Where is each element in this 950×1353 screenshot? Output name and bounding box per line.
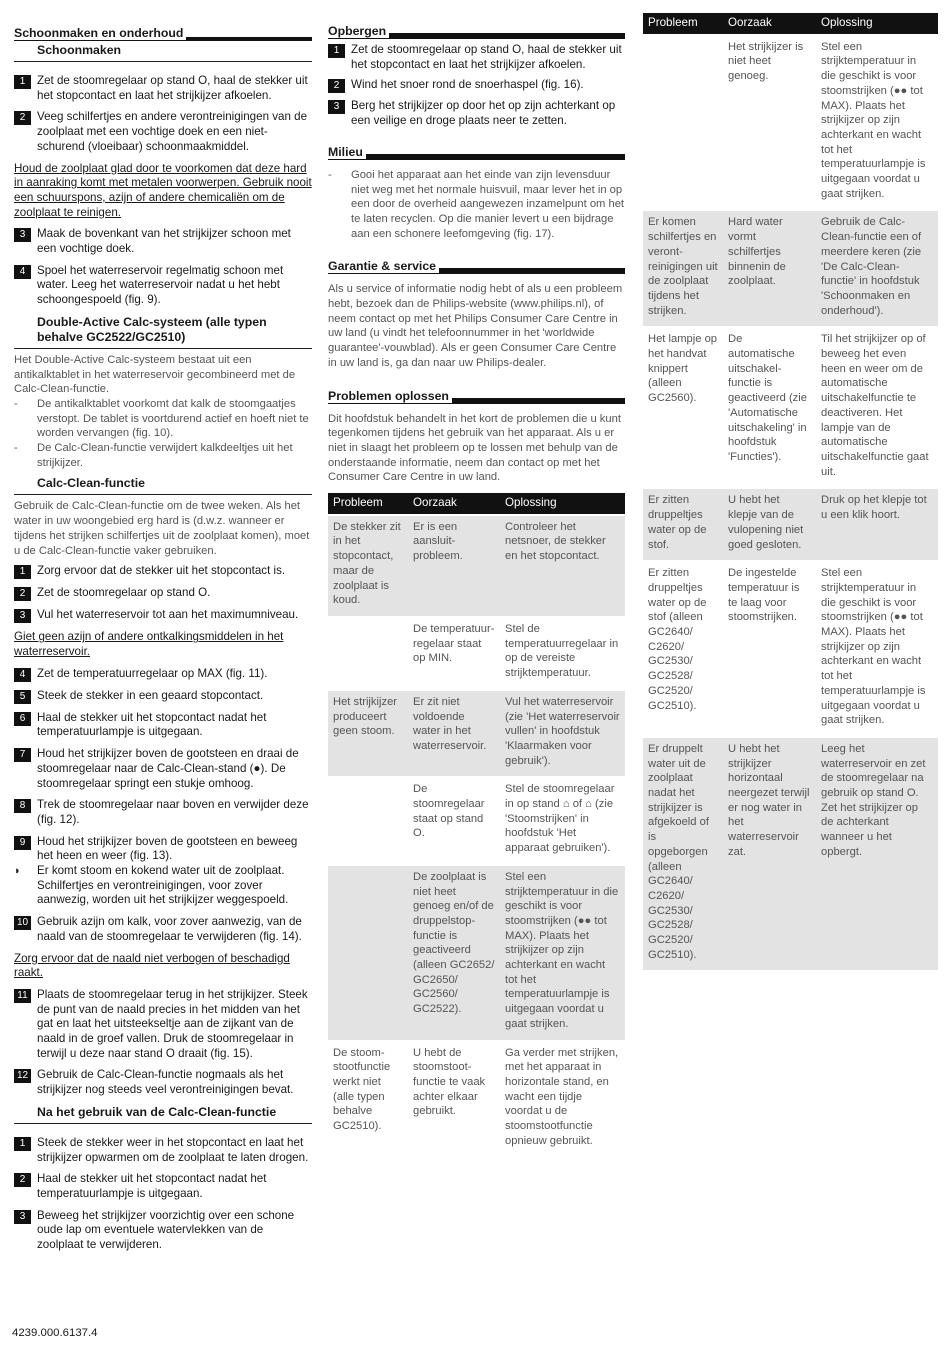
calc-step-4	[14, 667, 312, 682]
cell-cause: De stoomregelaar staat op stand O.	[408, 777, 500, 865]
table-row	[328, 777, 625, 865]
section-title-text: Schoonmaken en onderhoud	[14, 26, 186, 40]
step-text: Veeg schilfertjes en andere verontreinigingen van de zoolplaat met een vochtige doek en een niet-schurend (vloeibaar) schoonmaakmiddel.	[37, 110, 308, 153]
step-2	[14, 110, 312, 154]
cell-solution: Leeg het waterreservoir en zet de stoomregelaar na gebruik op stand O. Zet het strijkijzer op de achterkant wanneer u het opbergt.	[816, 737, 938, 971]
table-row	[643, 737, 938, 971]
cell-solution: Til het strijkijzer op of beweeg het even heen en weer om de automatische uitschakelfunctie te deactiveren. Het lampje van de automatische uitschakelfunctie gaat uit.	[816, 327, 938, 488]
cell-cause: U hebt het klepje van de vulopening niet goed gesloten.	[723, 488, 816, 561]
paragraph-guarantee: Als u service of informatie nodig hebt of als u een probleem hebt, bezoek dan de Philips-website (www.philips.nl), of neem contact op met het Philips Consumer Care Centre in uw land (u vindt het telefoonnummer in het 'worldwide guarantee'-vouwblad). Als er geen Consumer Care Centre in uw land is, ga dan naar uw Philips-dealer.	[328, 283, 623, 369]
dash-text: De Calc-Clean-functie verwijdert kalkdeeltjes uit het strijkijzer.	[37, 442, 293, 469]
calc-step-3	[14, 608, 312, 623]
step-number: 1	[328, 44, 345, 58]
step-number: 4	[14, 265, 31, 279]
calc-step-1	[14, 564, 312, 579]
paragraph-troubleshooting: Dit hoofdstuk behandelt in het kort de problemen die u kunt tegenkomen tijdens het gebruik van het apparaat. Als u er niet in slaagt het probleem op te lossen met behulp van de onderstaande informatie, neem dan contact op met het Consumer Care Centre in uw land.	[328, 412, 621, 484]
table-row	[643, 488, 938, 561]
cell-cause: Er is een aansluit-probleem.	[408, 515, 500, 617]
section-title-text: Garantie & service	[328, 259, 439, 273]
environment-item: - Gooi het apparaat aan het einde van zijn levensduur niet weg met het normale huisvuil, maar lever het in op een door de overheid aangewezen inzamelpunt om het te laten recyclen. Op die manier levert u een bijdrage aan een schonere leefomgeving (fig. 17).	[328, 168, 625, 240]
section-title-guarantee	[328, 253, 625, 274]
cell-problem: De stoom-stootfunctie werkt niet (alle typen behalve GC2510).	[328, 1041, 408, 1157]
step-1	[14, 74, 312, 103]
step-text: Houd het strijkijzer boven de gootsteen en beweeg het heen en weer (fig. 13).	[37, 834, 298, 863]
cell-problem: Het strijkijzer produceert geen stoom.	[328, 690, 408, 778]
bullet-text: Er komt stoom en kokend water uit de zoolplaat. Schilfertjes en verontreinigingen, voor zover aanwezig, worden uit het strijkijzer weggespoeld.	[37, 864, 289, 907]
step-text: Gebruik de Calc-Clean-functie nogmaals als het strijkijzer nog steeds veel verontreinigingen bevat.	[37, 1068, 294, 1097]
calc-step-2	[14, 586, 312, 601]
table-row	[328, 1041, 625, 1157]
table-header-row	[328, 493, 625, 515]
step-text: Haal de stekker uit het stopcontact nadat het temperatuurlampje is uitgegaan.	[37, 710, 267, 739]
cell-solution: Stel een strijktemperatuur in die geschikt is voor stoomstrijken (●● tot MAX). Plaats het strijkijzer op zijn achterkant en wacht tot het temperatuurlampje is uitgegaan voordat u gaat strijken.	[500, 865, 625, 1041]
cell-cause: U hebt de stoomstoot-functie te vaak achter elkaar gebruikt.	[408, 1041, 500, 1157]
column-troubleshooting-continued	[643, 13, 938, 970]
section-title-storage	[328, 18, 625, 39]
warning-vinegar: Giet geen azijn of andere ontkalkingsmiddelen in het waterreservoir.	[14, 630, 284, 658]
cell-problem	[643, 35, 723, 211]
storage-step-2	[328, 78, 625, 93]
step-text: Steek de stekker in een geaard stopcontact.	[37, 688, 264, 702]
subtitle-after-calc-clean: Na het gebruik van de Calc-Clean-functie	[14, 1105, 312, 1124]
step-text: Haal de stekker uit het stopcontact nadat het temperatuurlampje is uitgegaan.	[37, 1172, 267, 1200]
column-storage-troubleshooting	[328, 18, 625, 1156]
cell-problem: De stekker zit in het stopcontact, maar de zoolplaat is koud.	[328, 515, 408, 617]
step-number: 2	[14, 111, 31, 125]
paragraph-calc-clean: Gebruik de Calc-Clean-functie om de twee weken. Als het water in uw woongebied erg hard is (d.w.z. wanneer er tijdens het strijken schilfertjes uit de zoolplaat komen), moet u de Calc-Clean-functie vaker gebruiken.	[14, 500, 310, 557]
cell-problem: Er komen schilfertjes en veront-reinigingen uit de zoolplaat tijdens het strijken.	[643, 210, 723, 327]
cell-cause: Er zit niet voldoende water in het waterreservoir.	[408, 690, 500, 778]
step-number: 7	[14, 748, 31, 762]
after-step-1	[14, 1136, 312, 1165]
cell-cause: Hard water vormt schilfertjes binnenin de zoolplaat.	[723, 210, 816, 327]
warning-needle: Zorg ervoor dat de naald niet verbogen of beschadigd raakt.	[14, 951, 290, 980]
result-bullet	[14, 864, 312, 908]
step-text: Zet de stoomregelaar op stand O, haal de stekker uit het stopcontact en laat het strijkijzer afkoelen.	[37, 74, 308, 102]
section-title-troubleshooting	[328, 383, 625, 404]
cell-solution: Controleer het netsnoer, de stekker en het stopcontact.	[500, 515, 625, 617]
step-number: 3	[14, 228, 31, 242]
dash-text: De antikalktablet voorkomt dat kalk de stoomgaatjes verstopt. De tablet is voortdurend actief en hoeft niet te worden vervangen (fig. 10).	[37, 397, 309, 440]
cell-problem: Er druppelt water uit de zoolplaat nadat het strijkijzer is afgekoeld of is opgeborgen (alleen GC2640/ C2620/ GC2530/ GC2528/ GC2520/ GC2510).	[643, 737, 723, 971]
warning-soleplate: Houd de zoolplaat glad door te voorkomen dat deze hard in aanraking komt met metalen voorwerpen. Gebruik nooit een schuurspons, azijn of andere chemicaliën om de zoolplaat te reinigen.	[14, 161, 312, 219]
cell-cause: De automatische uitschakel-functie is geactiveerd (zie 'Automatische uitschakeling' in hoofdstuk 'Functies').	[723, 327, 816, 488]
section-title-text: Opbergen	[328, 24, 389, 38]
calc-step-10	[14, 915, 312, 944]
section-title-text: Milieu	[328, 145, 366, 159]
table-header-row	[643, 13, 938, 35]
step-text: Trek de stoomregelaar naar boven en verwijder deze (fig. 12).	[37, 798, 309, 826]
header-cause: Oorzaak	[408, 493, 500, 515]
cell-solution: Gebruik de Calc-Clean-functie een of meerdere keren (zie 'De Calc-Clean-functie' in hoofdstuk 'Schoonmaken en onderhoud').	[816, 210, 938, 327]
column-cleaning	[14, 22, 312, 1260]
storage-step-1	[328, 43, 625, 72]
step-text: Zet de stoomregelaar op stand O.	[37, 586, 211, 600]
step-text: Houd het strijkijzer boven de gootsteen en draai de stoomregelaar naar de Calc-Clean-stand (●). De stoomregelaar springt een stukje omhoog.	[37, 747, 299, 790]
cell-cause: De temperatuur-regelaar staat op MIN.	[408, 617, 500, 690]
table-row	[643, 210, 938, 327]
header-problem: Probleem	[328, 493, 408, 515]
step-number: 2	[14, 1173, 31, 1187]
table-row	[328, 515, 625, 617]
calc-step-7	[14, 747, 312, 791]
header-solution: Oplossing	[500, 493, 625, 515]
step-number: 8	[14, 799, 31, 813]
step-number: 2	[328, 79, 345, 93]
header-solution: Oplossing	[816, 13, 938, 35]
calc-step-12	[14, 1068, 312, 1097]
calc-step-11	[14, 988, 312, 1062]
table-row	[643, 327, 938, 488]
cell-solution: Stel een strijktemperatuur in die geschikt is voor stoomstrijken (●● tot MAX). Plaats het strijkijzer op zijn achterkant en wacht tot het temperatuurlampje is uitgegaan voordat u gaat strijken.	[816, 35, 938, 211]
step-number: 3	[328, 100, 345, 114]
dash-item-calc-clean: - De Calc-Clean-functie verwijdert kalkdeeltjes uit het strijkijzer.	[14, 441, 312, 470]
step-number: 6	[14, 712, 31, 726]
step-number: 10	[14, 916, 31, 930]
subtitle-cleaning: Schoonmaken	[14, 43, 312, 62]
cell-solution: Druk op het klepje tot u een klik hoort.	[816, 488, 938, 561]
cell-solution: Stel de stoomregelaar in op stand ⌂ of ⌂ (zie 'Stoomstrijken' in hoofdstuk 'Het apparaat gebruiken').	[500, 777, 625, 865]
step-text: Wind het snoer rond de snoerhaspel (fig. 16).	[351, 78, 584, 92]
step-text: Steek de stekker weer in het stopcontact en laat het strijkijzer opwarmen om de zoolplaat te laten drogen.	[37, 1135, 309, 1164]
cell-solution: Stel een strijktemperatuur in die geschikt is voor stoomstrijken (●● tot MAX). Plaats het strijkijzer op zijn achterkant en wacht tot het temperatuurlampje is uitgegaan voordat u gaat strijken.	[816, 561, 938, 737]
step-number: 5	[14, 690, 31, 704]
step-text: Zet de stoomregelaar op stand O, haal de stekker uit het stopcontact en laat het strijkijzer afkoelen.	[351, 43, 622, 71]
step-number: 1	[14, 75, 31, 89]
step-text: Maak de bovenkant van het strijkijzer schoon met een vochtige doek.	[37, 227, 291, 256]
step-text: Spoel het waterreservoir regelmatig schoon met water. Leeg het waterreservoir nadat u het hebt schoongespoeld (fig. 9).	[37, 263, 284, 307]
step-number: 3	[14, 609, 31, 623]
calc-step-6	[14, 711, 312, 740]
cell-problem: Het lampje op het handvat knippert (alleen GC2560).	[643, 327, 723, 488]
section-title-cleaning	[14, 22, 312, 41]
step-number: 2	[14, 587, 31, 601]
table-row	[328, 617, 625, 690]
paragraph-double-active: Het Double-Active Calc-systeem bestaat uit een antikalktablet in het waterreservoir gecombineerd met de Calc-Clean-functie.	[14, 353, 296, 396]
table-row	[643, 35, 938, 211]
after-step-3	[14, 1209, 312, 1253]
section-title-text: Problemen oplossen	[328, 389, 452, 403]
table-row	[643, 561, 938, 737]
result-arrow-icon: ◗	[14, 865, 21, 878]
step-4	[14, 264, 312, 308]
cell-problem	[328, 617, 408, 690]
step-number: 11	[14, 989, 31, 1003]
table-row	[328, 865, 625, 1041]
cell-solution: Vul het waterreservoir (zie 'Het waterreservoir vullen' in hoofdstuk 'Klaarmaken voor gebruik').	[500, 690, 625, 778]
step-text: Berg het strijkijzer op door het op zijn achterkant op een veilige en droge plaats neer te zetten.	[351, 99, 616, 128]
cell-cause: Het strijkijzer is niet heet genoeg.	[723, 35, 816, 211]
dash-text: Gooi het apparaat aan het einde van zijn levensduur niet weg met het normale huisvuil, maar lever het in op een door de overheid aangewezen inzamelpunt om het te laten recyclen. Op die manier levert u een bijdrage aan een schonere leefomgeving (fig. 17).	[351, 168, 625, 240]
calc-step-5	[14, 689, 312, 704]
step-text: Gebruik azijn om kalk, voor zover aanwezig, van de naald van de stoomregelaar te verwijderen (fig. 14).	[37, 915, 302, 943]
subtitle-calc-clean: Calc-Clean-functie	[14, 476, 312, 495]
section-title-environment	[328, 139, 625, 160]
step-text: Plaats de stoomregelaar terug in het strijkijzer. Steek de punt van de naald precies in het midden van het gat en laat het uitsteekseltje aan de zijkant van de naald in de groef vallen. Druk de stoomregelaar in terwijl u deze naar stand O draait (fig. 15).	[37, 987, 308, 1060]
cell-cause: De zoolplaat is niet heet genoeg en/of de druppelstop-functie is geactiveerd (alleen GC2652/ GC2650/ GC2560/ GC2522).	[408, 865, 500, 1041]
troubleshooting-table-2	[643, 13, 938, 970]
step-number: 3	[14, 1210, 31, 1224]
subtitle-double-active-calc: Double-Active Calc-systeem (alle typen behalve GC2522/GC2510)	[14, 315, 312, 349]
cell-cause: De ingestelde temperatuur is te laag voor stoomstrijken.	[723, 561, 816, 737]
document-code: 4239.000.6137.4	[12, 1327, 98, 1339]
cell-cause: U hebt het strijkijzer horizontaal neergezet terwijl er nog water in het waterreservoir zat.	[723, 737, 816, 971]
storage-step-3	[328, 99, 625, 128]
step-number: 12	[14, 1069, 31, 1083]
step-number: 1	[14, 1137, 31, 1151]
cell-problem: Er zitten druppeltjes water op de stof.	[643, 488, 723, 561]
step-text: Zorg ervoor dat de stekker uit het stopcontact is.	[37, 564, 286, 578]
step-text: Vul het waterreservoir tot aan het maximumniveau.	[37, 608, 299, 622]
step-text: Zet de temperatuurregelaar op MAX (fig. 11).	[37, 666, 268, 680]
step-number: 9	[14, 836, 31, 850]
cell-problem	[328, 777, 408, 865]
cell-problem: Er zitten druppeltjes water op de stof (alleen GC2640/ C2620/ GC2530/ GC2528/ GC2520/ GC2510).	[643, 561, 723, 737]
cell-problem	[328, 865, 408, 1041]
step-3	[14, 227, 312, 256]
troubleshooting-table-1	[328, 493, 625, 1156]
cell-solution: Ga verder met strijken, met het apparaat in horizontale stand, en wacht een tijdje voordat u de stoomstootfunctie opnieuw gebruikt.	[500, 1041, 625, 1157]
step-text: Beweeg het strijkijzer voorzichtig over een schone oude lap om eventuele watervlekken van de zoolplaat te verwijderen.	[37, 1208, 295, 1252]
header-cause: Oorzaak	[723, 13, 816, 35]
step-number: 4	[14, 668, 31, 682]
calc-step-9	[14, 835, 312, 864]
after-step-2	[14, 1172, 312, 1201]
dash-item-tablet: - De antikalktablet voorkomt dat kalk de stoomgaatjes verstopt. De tablet is voortdurend actief en hoeft niet te worden vervangen (fig. 10).	[14, 397, 312, 441]
table-row	[328, 690, 625, 778]
cell-solution: Stel de temperatuurregelaar in op de vereiste strijktemperatuur.	[500, 617, 625, 690]
header-problem: Probleem	[643, 13, 723, 35]
step-number: 1	[14, 565, 31, 579]
calc-step-8	[14, 798, 312, 827]
